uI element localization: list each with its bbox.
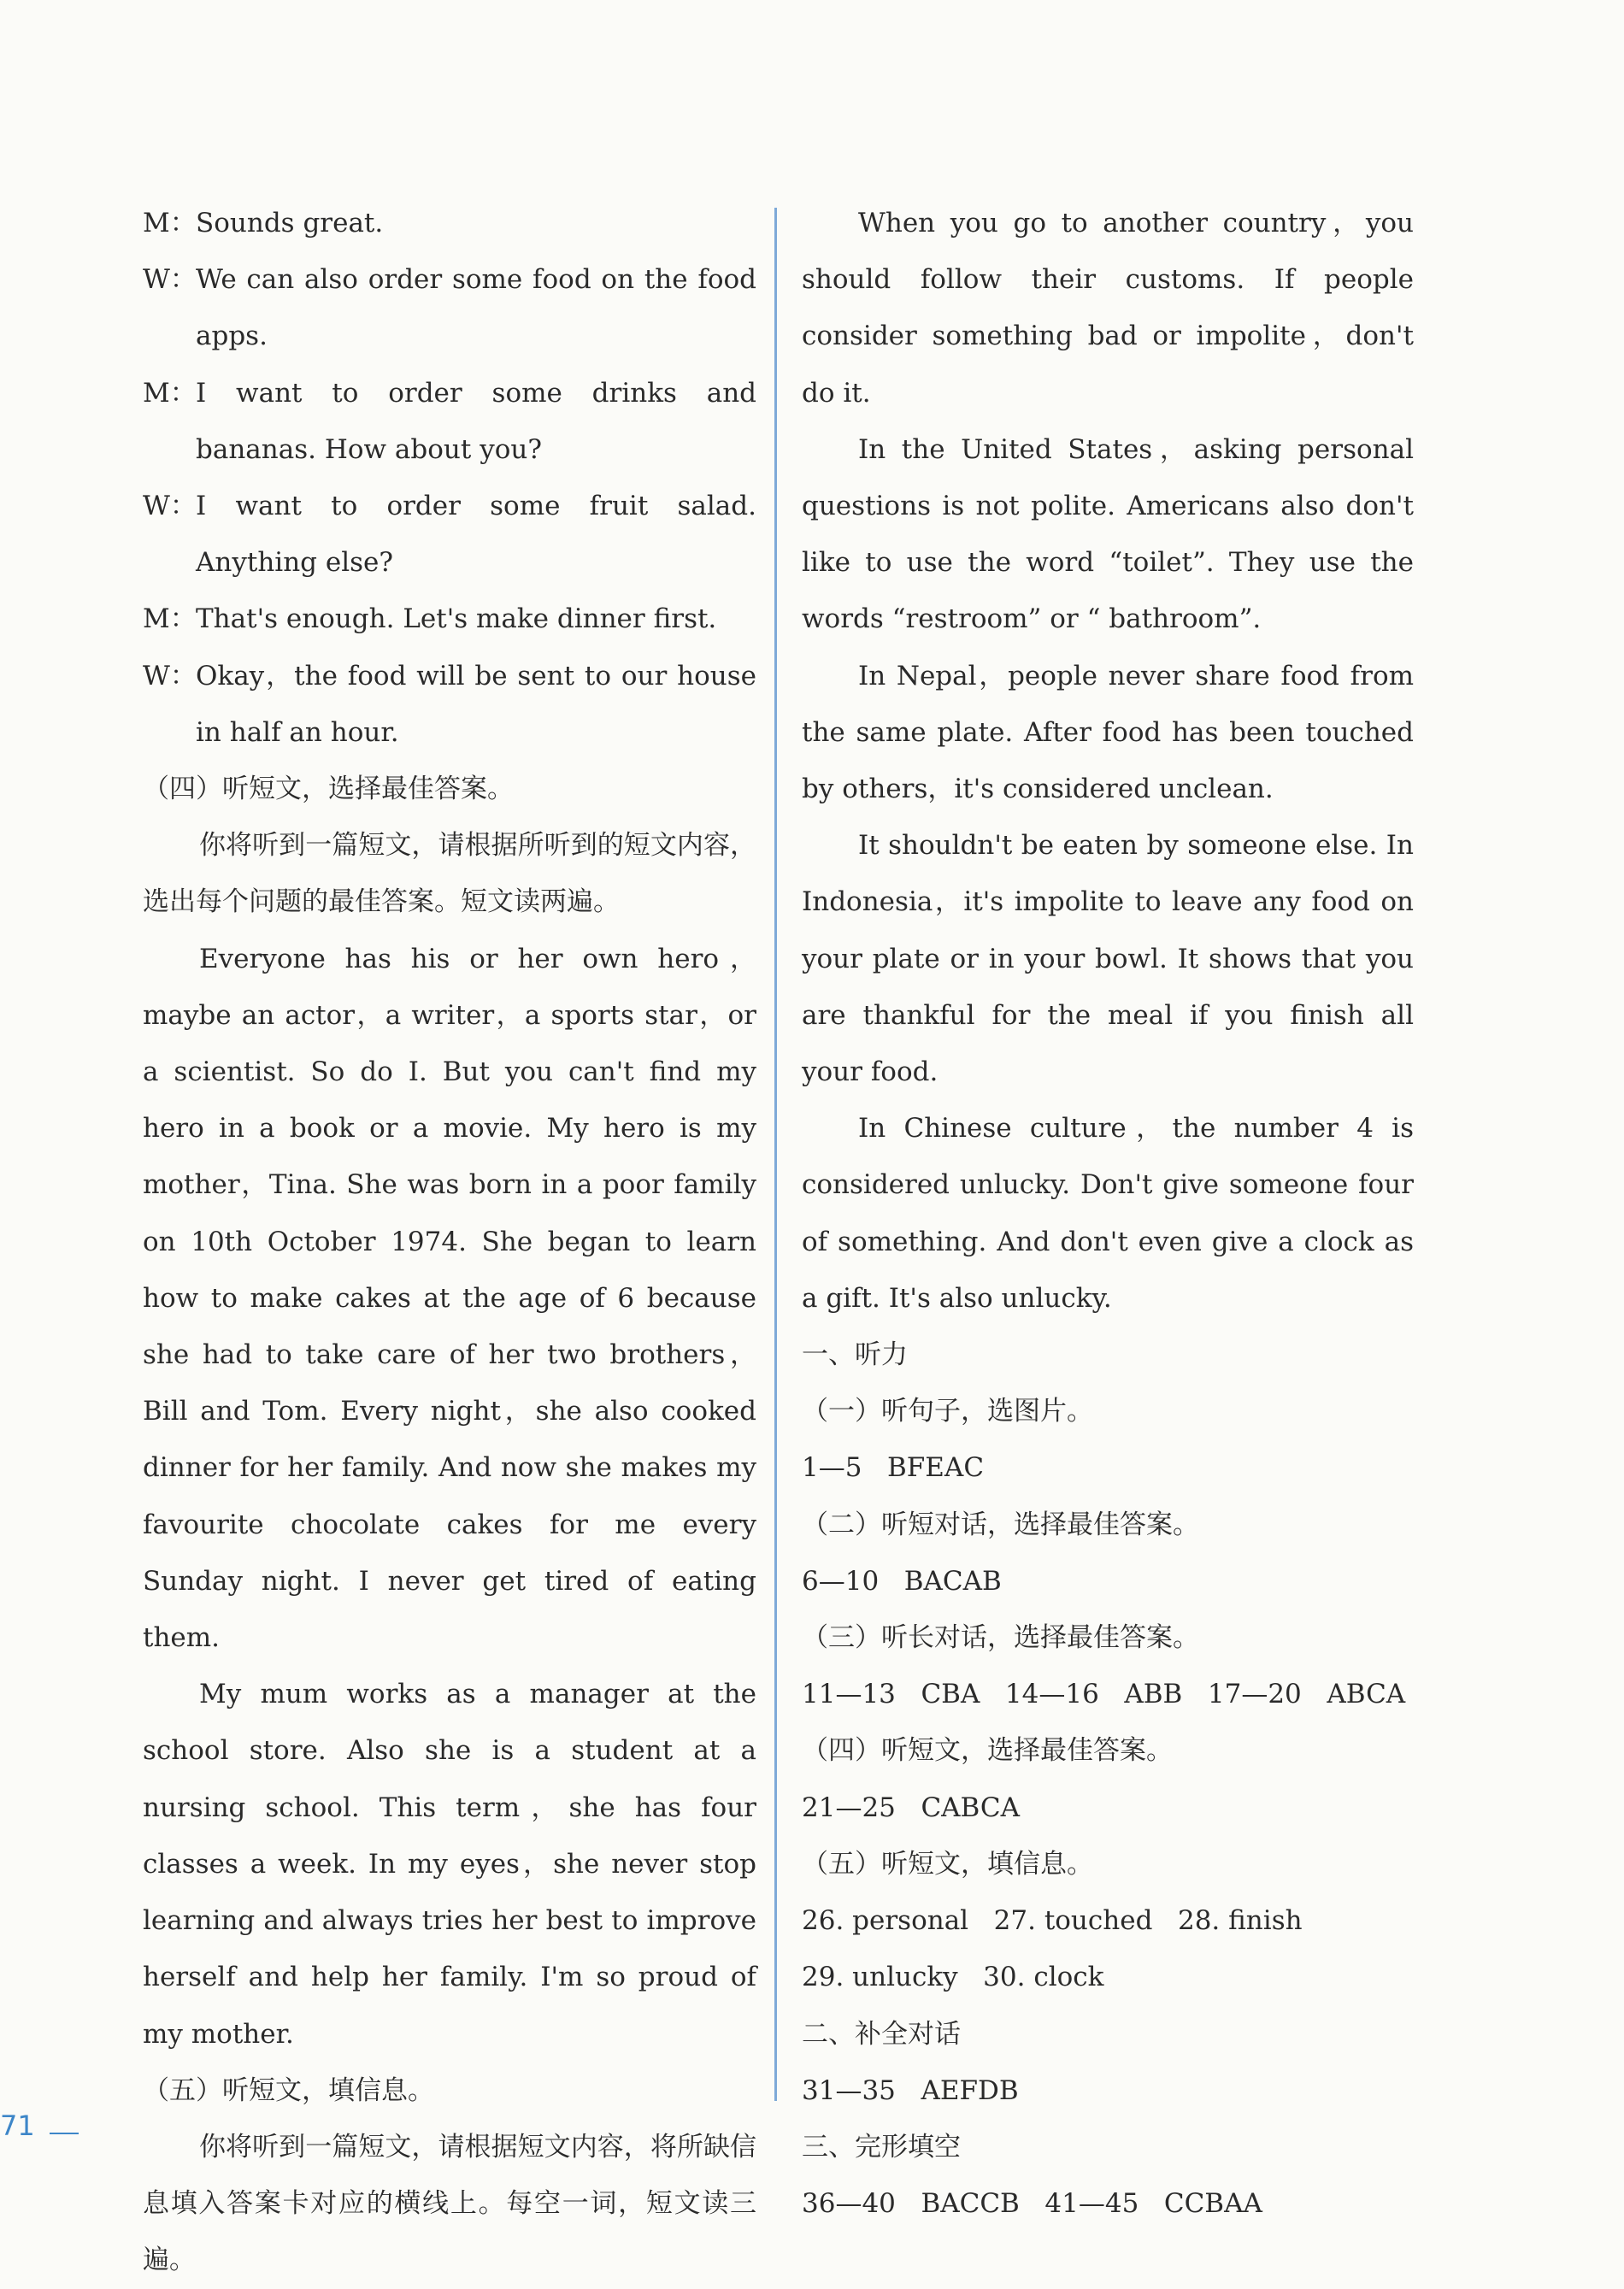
answer-subheading: （五）听短文，填信息。 [802,1848,1093,1880]
dialogue-text: We can also order some food on the food apps. [196,264,756,352]
passage-paragraph: In Chinese culture，the number 4 is considered unlucky. Don't give someone four of something. And don't even give a clock as a gift. It's also unlucky. [802,1113,1414,1314]
answer-subheading: （二）听短对话，选择最佳答案。 [802,1509,1199,1540]
dialogue-line [143,195,756,251]
passage-paragraph: In the United States，asking personal questions is not polite. Americans also don't like to use the word “toilet”. They use the words “restroom” or “ bathroom”. [802,433,1414,635]
answer-line: 6—10 BACAB [802,1565,1002,1597]
speaker-label: W： [143,264,197,296]
passage-paragraph: Everyone has his or her own hero，maybe an actor，a writer，a sports star，or a scientist. So do I. But you can't find my hero in a book or a movie. My hero is my mother，Tina. She was born in a poor family on 10th October 1974. She began to learn how to make cakes at the age of 6 because she had to take care of her two brothers，Bill and Tom. Every night，she also cooked dinner for her family. And now she makes my favourite chocolate cakes for me every Sunday night. I never get tired of eating them. [143,943,756,1654]
answer-line: 1—5 BFEAC [802,1452,985,1484]
column-divider [774,208,777,2101]
speaker-label: M： [143,603,197,635]
speaker-label: W： [143,660,197,691]
speaker-label: M： [143,377,197,409]
answer-line: 36—40 BACCB 41—45 CCBAA [802,2188,1262,2220]
answer-subheading: （三）听长对话，选择最佳答案。 [802,1622,1199,1654]
answer-section-heading: 一、听力 [802,1339,908,1371]
answer-line: 21—25 CABCA [802,1792,1021,1823]
answer-line: 11—13 CBA 14—16 ABB 17—20 ABCA [802,1679,1406,1710]
passage-paragraph: When you go to another country，you should follow their customs. If people consider something bad or impolite，don't do it. [802,208,1414,409]
dialogue-text: I want to order some drinks and bananas. How about you? [196,377,756,465]
answer-subheading: （四）听短文，选择最佳答案。 [802,1735,1173,1767]
section-5-heading: （五）听短文，填信息。 [143,2074,434,2106]
answer-line: 26. personal 27. touched 28. finish [802,1905,1303,1937]
right-column [802,195,1414,2232]
speaker-label: W： [143,491,197,522]
answer-section-heading: 三、完形填空 [802,2131,961,2162]
dialogue-text: That's enough. Let's make dinner first. [196,603,717,635]
section-5-instruction: 你将听到一篇短文，请根据短文内容，将所缺信息填入答案卡对应的横线上。每空一词，短文读三遍。 [143,2131,756,2276]
dialogue-line [143,251,756,364]
dialogue-text: Okay，the food will be sent to our house in half an hour. [196,660,756,748]
page-number: 71 [0,2110,35,2142]
dialogue-line [143,591,756,647]
dialogue-line [143,478,756,591]
dialogue-line [143,648,756,761]
left-column [143,195,756,2289]
answer-subheading: （一）听句子，选图片。 [802,1396,1093,1427]
passage-paragraph: My mum works as a manager at the school store. Also she is a student at a nursing school. This term，she has four classes a week. In my eyes，she never stop learning and always tries her best to improve herself and help her family. I'm so proud of my mother. [143,1679,756,2050]
section-4-heading: （四）听短文，选择最佳答案。 [143,774,514,805]
speaker-label: M： [143,208,197,238]
answer-line: 31—35 AEFDB [802,2074,1019,2106]
section-4-instruction: 你将听到一篇短文，请根据所听到的短文内容，选出每个问题的最佳答案。短文读两遍。 [143,830,756,918]
answer-line: 29. unlucky 30. clock [802,1962,1104,1993]
passage-paragraph: It shouldn't be eaten by someone else. In Indonesia，it's impolite to leave any food on your plate or in your bowl. It shows that you are thankful for the meal if you finish all your food. [802,830,1414,1088]
dialogue-text: Sounds great. [196,208,384,238]
dialogue-line [143,365,756,478]
answer-section-heading: 二、补全对话 [802,2018,961,2050]
dialogue-text: I want to order some fruit salad. Anything else? [196,491,756,579]
page-number-dash [50,2133,79,2134]
passage-paragraph: In Nepal，people never share food from the same plate. After food has been touched by others，it's considered unclean. [802,660,1414,805]
